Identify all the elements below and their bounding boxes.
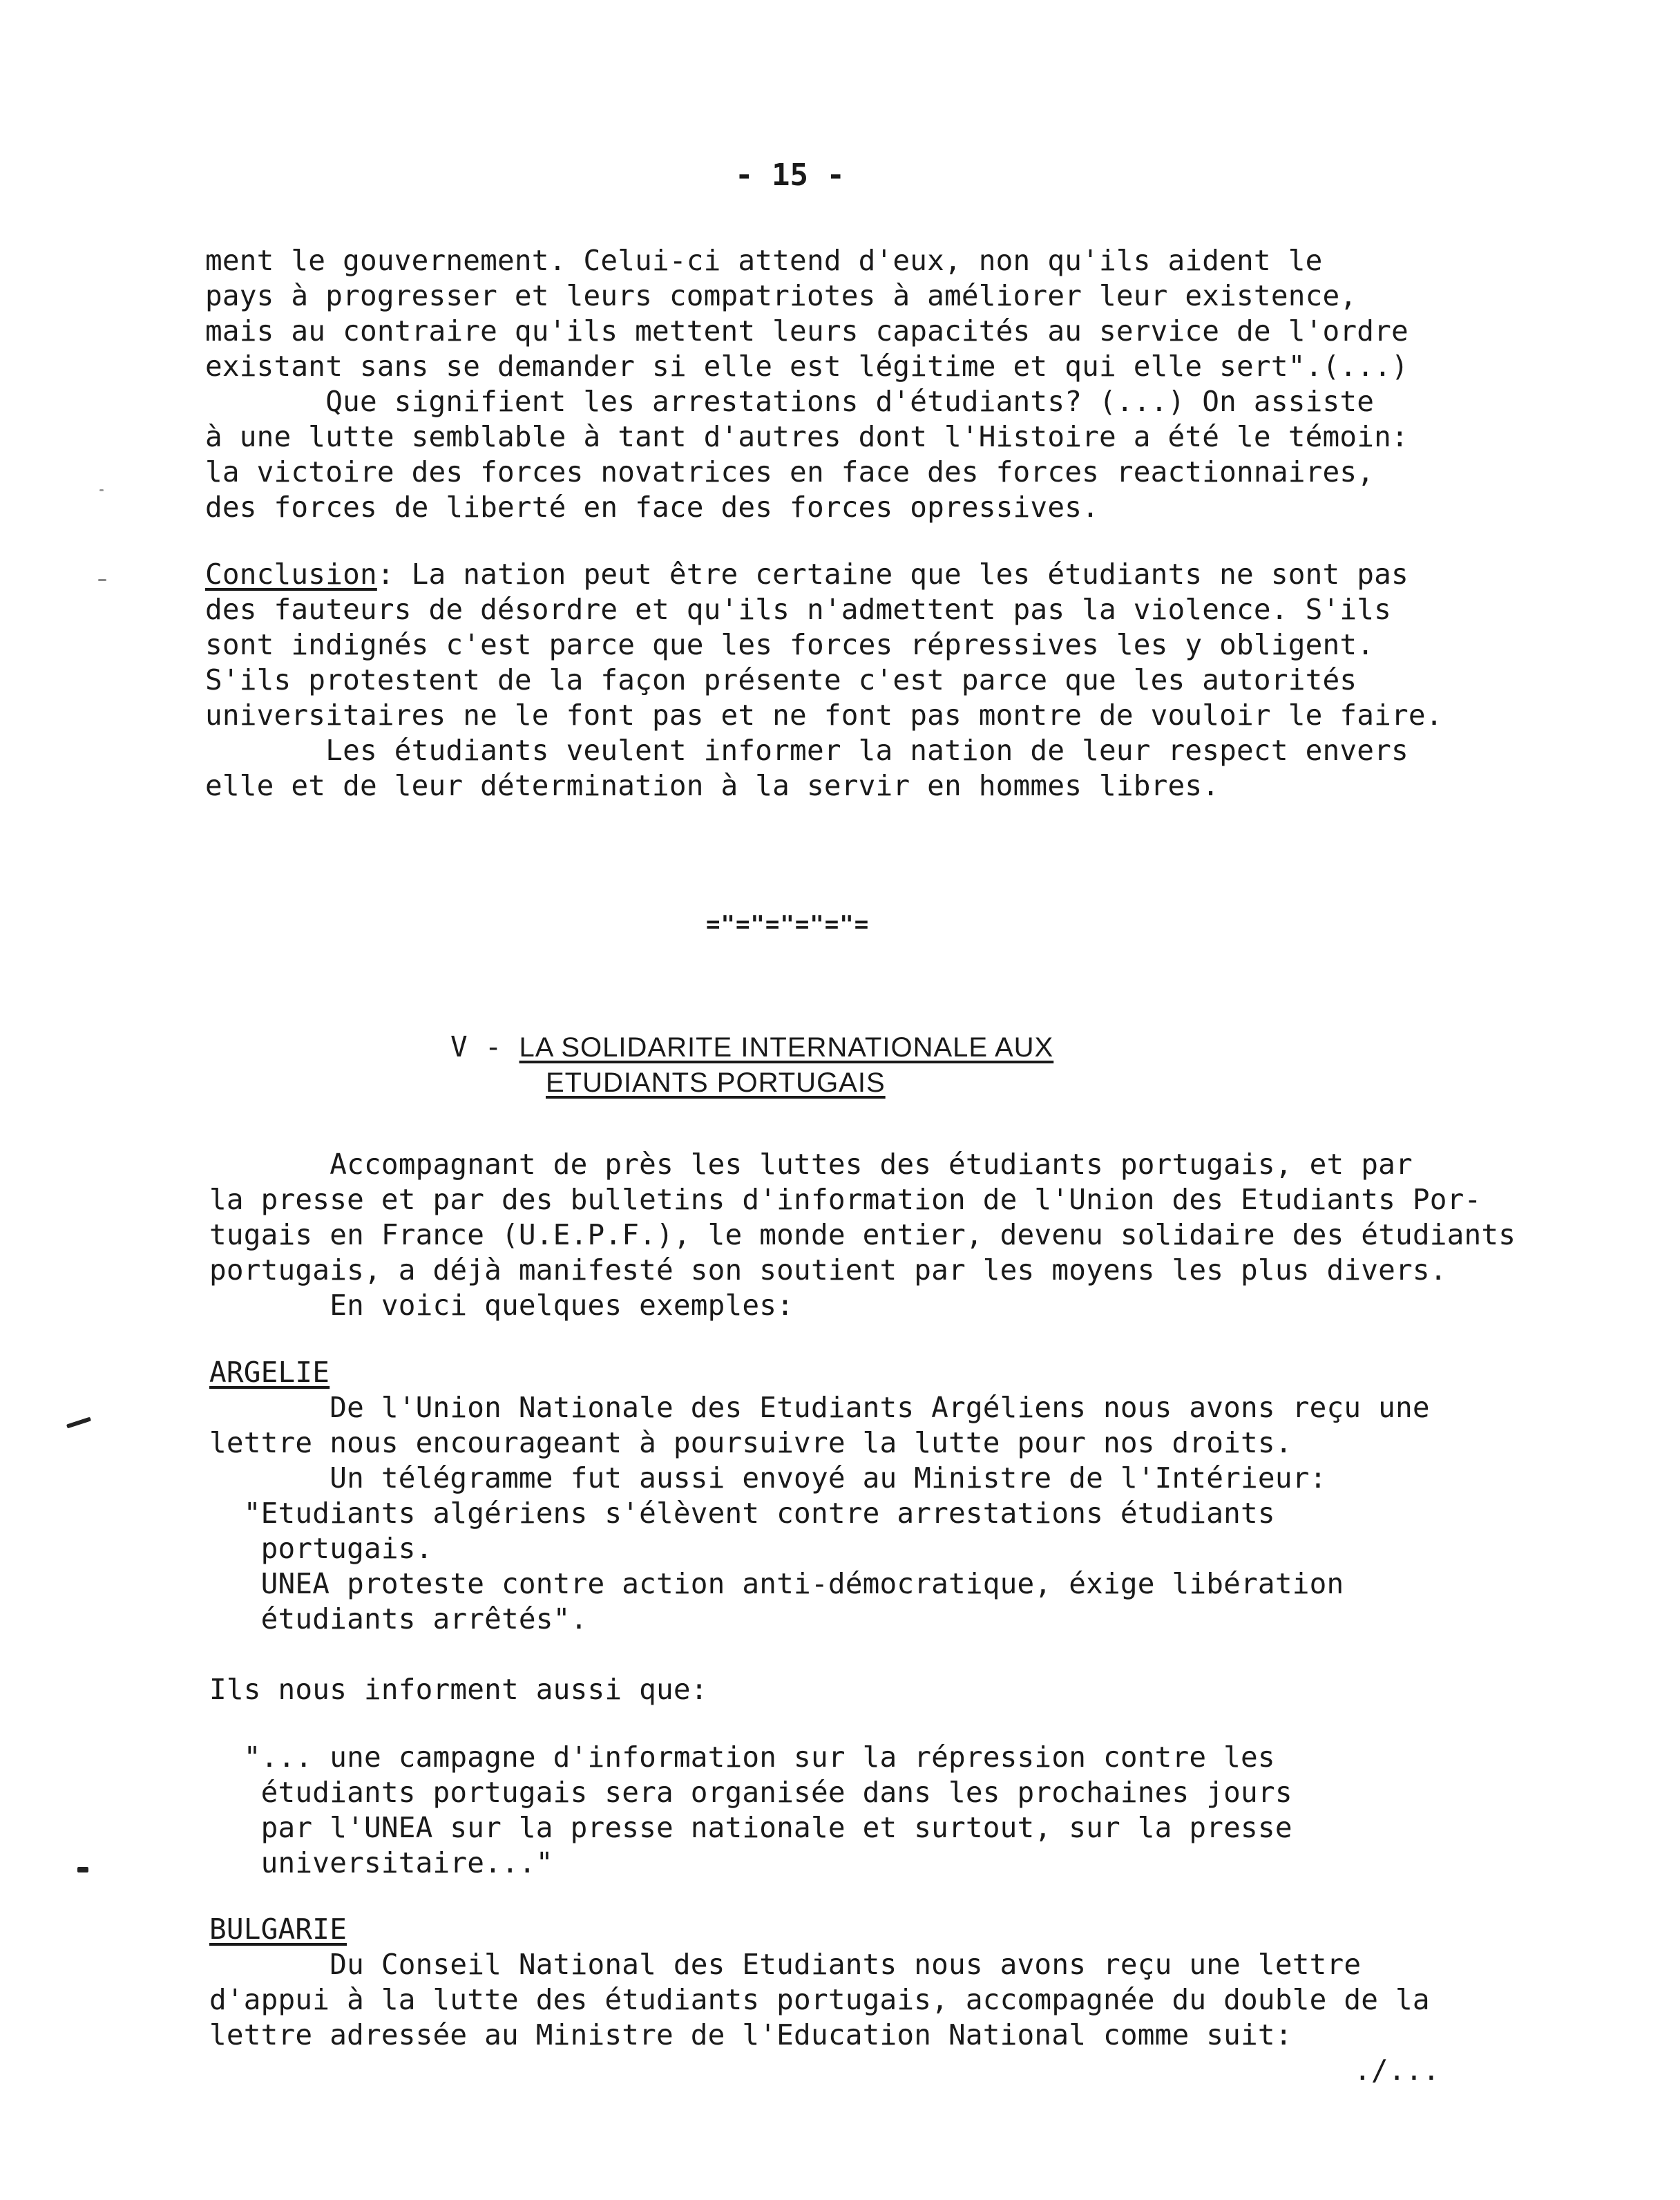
algerie-quote-line: étudiants portugais sera organisée dans les prochaines jours — [209, 1776, 1292, 1809]
scan-speck — [99, 489, 104, 491]
section-title-line-2: ETUDIANTS PORTUGAIS — [546, 1068, 886, 1098]
conclusion-line: S'ils protestent de la façon présente c'est parce que les autorités — [205, 663, 1357, 696]
intro-line: existant sans se demander si elle est légitime et qui elle sert".(...) — [205, 350, 1409, 383]
section-intro-line: Accompagnant de près les luttes des étudiants portugais, et par — [209, 1148, 1413, 1181]
algerie-quote-line: "... une campagne d'information sur la répression contre les — [209, 1741, 1275, 1774]
algerie-line: lettre nous encourageant à poursuivre la lutte pour nos droits. — [209, 1426, 1292, 1459]
algerie-heading-text: ARGELIE — [209, 1356, 330, 1389]
scan-speck — [66, 1417, 91, 1429]
section-intro-line: tugais en France (U.E.P.F.), le monde entier, devenu solidaire des étudiants — [209, 1218, 1516, 1251]
intro-line: à une lutte semblable à tant d'autres dont l'Histoire a été le témoin: — [205, 420, 1409, 453]
bulgarie-heading-text: BULGARIE — [209, 1913, 347, 1946]
intro-line: pays à progresser et leurs compatriotes à améliorer leur existence, — [205, 279, 1357, 312]
scan-speck — [98, 579, 106, 581]
algerie-quote-line: universitaire..." — [209, 1846, 553, 1879]
section-number: V - — [450, 1030, 519, 1063]
algerie-line: UNEA proteste contre action anti-démocratique, éxige libération — [209, 1567, 1344, 1600]
intro-line: ment le gouvernement. Celui-ci attend d'eux, non qu'ils aident le — [205, 244, 1323, 277]
conclusion-line: Les étudiants veulent informer la nation de leur respect envers — [205, 734, 1409, 767]
bulgarie-line: Du Conseil National des Etudiants nous avons reçu une lettre — [209, 1948, 1362, 1981]
page-number: - 15 - — [735, 158, 845, 193]
section-intro-line: la presse et par des bulletins d'information de l'Union des Etudiants Por- — [209, 1183, 1482, 1216]
bulgarie-line: d'appui à la lutte des étudiants portugais, accompagnée du double de la — [209, 1983, 1430, 2016]
algerie-line: étudiants arrêtés". — [209, 1602, 588, 1635]
algerie-line: "Etudiants algériens s'élèvent contre arrestations étudiants — [209, 1497, 1275, 1530]
intro-line: la victoire des forces novatrices en face des forces reactionnaires, — [205, 455, 1375, 489]
conclusion-first-line — [205, 557, 1409, 591]
section-separator: ="="="="="= — [706, 911, 870, 938]
algerie-line: De l'Union Nationale des Etudiants Argéliens nous avons reçu une — [209, 1391, 1430, 1424]
scan-speck — [77, 1867, 88, 1872]
algerie-line: portugais. — [209, 1532, 433, 1565]
conclusion-line: universitaires ne le font pas et ne font pas montre de vouloir le faire. — [205, 699, 1443, 732]
conclusion-line: sont indignés c'est parce que les forces répressives les y obligent. — [205, 628, 1375, 661]
intro-line: mais au contraire qu'ils mettent leurs capacités au service de l'ordre — [205, 314, 1409, 348]
conclusion-line: des fauteurs de désordre et qu'ils n'admettent pas la violence. S'ils — [205, 593, 1392, 626]
algerie-inform-line: Ils nous informent aussi que: — [209, 1673, 708, 1706]
conclusion-label: Conclusion — [205, 558, 377, 591]
section-intro-line: portugais, a déjà manifesté son soutient par les moyens les plus divers. — [209, 1253, 1447, 1287]
conclusion-first-line-text: : La nation peut être certaine que les étudiants ne sont pas — [376, 558, 1409, 591]
bulgarie-line: lettre adressée au Ministre de l'Education National comme suit: — [209, 2018, 1292, 2051]
section-title-line-1: LA SOLIDARITE INTERNATIONALE AUX — [519, 1032, 1054, 1063]
conclusion-line: elle et de leur détermination à la servir en hommes libres. — [205, 769, 1220, 802]
algerie-quote-line: par l'UNEA sur la presse nationale et surtout, sur la presse — [209, 1811, 1292, 1844]
bulgarie-heading — [209, 1912, 347, 1946]
intro-line: Que signifient les arrestations d'étudiants? (...) On assiste — [205, 385, 1375, 418]
intro-line: des forces de liberté en face des forces opressives. — [205, 491, 1099, 524]
section-intro-line: En voici quelques exemples: — [209, 1289, 794, 1322]
continuation-mark: ./... — [1354, 2054, 1440, 2087]
section-heading-line-1 — [450, 1030, 1053, 1065]
section-heading-line-2 — [546, 1065, 886, 1100]
algerie-heading — [209, 1355, 330, 1390]
algerie-line: Un télégramme fut aussi envoyé au Ministre de l'Intérieur: — [209, 1461, 1327, 1495]
